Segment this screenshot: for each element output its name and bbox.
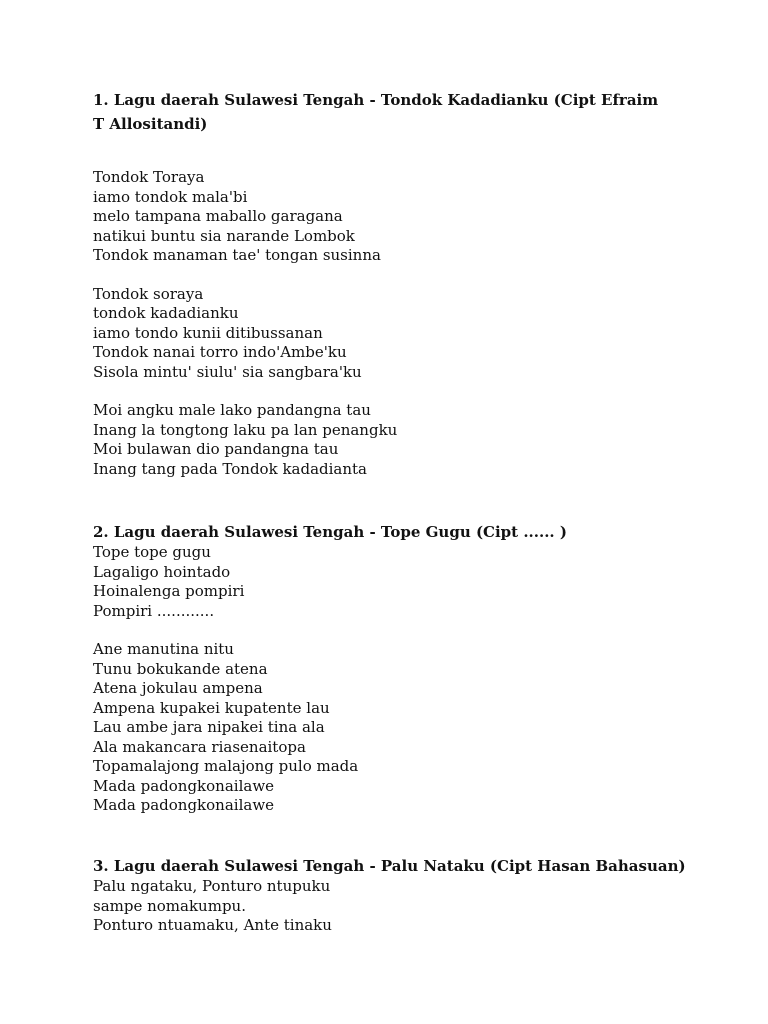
lyric-line: Tondok soraya: [93, 284, 204, 303]
verse: [93, 401, 693, 479]
lyric-line: Palu ngataku, Ponturo ntupuku: [93, 877, 331, 895]
lyric-line: Mada padongkonailawe: [93, 796, 275, 814]
song-title: 2. Lagu daerah Sulawesi Tengah - Tope Gugu (Cipt ...... ): [93, 523, 567, 541]
lyric-line: iamo tondo kunii ditibussanan: [93, 323, 323, 342]
lyric-line: Ala makancara riasenaitopa: [93, 737, 306, 756]
lyric-line: Atena jokulau ampena: [93, 679, 263, 697]
lyric-line: Ane manutina nitu: [93, 640, 234, 658]
lyric-line: Tondok manaman tae' tongan susinna: [93, 246, 381, 264]
song-title: 1. Lagu daerah Sulawesi Tengah - Tondok Kadadianku (Cipt Efraim T Allositandi): [93, 91, 659, 133]
lyric-line: Tunu bokukande atena: [93, 659, 268, 678]
lyric-line: Hoinalenga pompiri: [93, 582, 245, 600]
lyric-line: sampe nomakumpu.: [93, 896, 246, 915]
verse: [93, 285, 693, 383]
lyric-line: tondok kadadianku: [93, 304, 239, 322]
lyric-line: Inang tang pada Tondok kadadianta: [93, 459, 367, 478]
lyric-line: Tondok Toraya: [93, 168, 205, 186]
lyric-line: melo tampana maballo garagana: [93, 207, 343, 225]
verse: [93, 640, 693, 816]
verse: [93, 168, 693, 266]
lyric-line: Mada padongkonailawe: [93, 776, 275, 795]
lyric-line: Topamalajong malajong pulo mada: [93, 757, 359, 775]
lyric-line: Inang la tongtong laku pa lan penangku: [93, 420, 398, 439]
lyric-line: Ponturo ntuamaku, Ante tinaku: [93, 916, 332, 934]
verse: [93, 877, 693, 936]
lyric-line: Tondok nanai torro indo'Ambe'ku: [93, 343, 347, 361]
lyric-line: Sisola mintu' siulu' sia sangbara'ku: [93, 362, 362, 381]
lyric-line: Moi bulawan dio pandangna tau: [93, 440, 339, 458]
lyric-line: iamo tondok mala'bi: [93, 187, 248, 206]
lyric-line: Moi angku male lako pandangna tau: [93, 401, 371, 419]
lyric-line: Tope tope gugu: [93, 543, 211, 561]
lyric-line: Lagaligo hointado: [93, 562, 231, 581]
lyric-line: Lau ambe jara nipakei tina ala: [93, 718, 325, 736]
verse: [93, 543, 693, 621]
lyric-line: natikui buntu sia narande Lombok: [93, 226, 355, 245]
song-2: [93, 521, 693, 816]
lyric-line: Pompiri ............: [93, 601, 215, 620]
lyric-line: Ampena kupakei kupatente lau: [93, 698, 330, 717]
song-1: [93, 88, 693, 479]
song-title: 3. Lagu daerah Sulawesi Tengah - Palu Nataku (Cipt Hasan Bahasuan): [93, 857, 686, 875]
song-3: [93, 855, 693, 936]
